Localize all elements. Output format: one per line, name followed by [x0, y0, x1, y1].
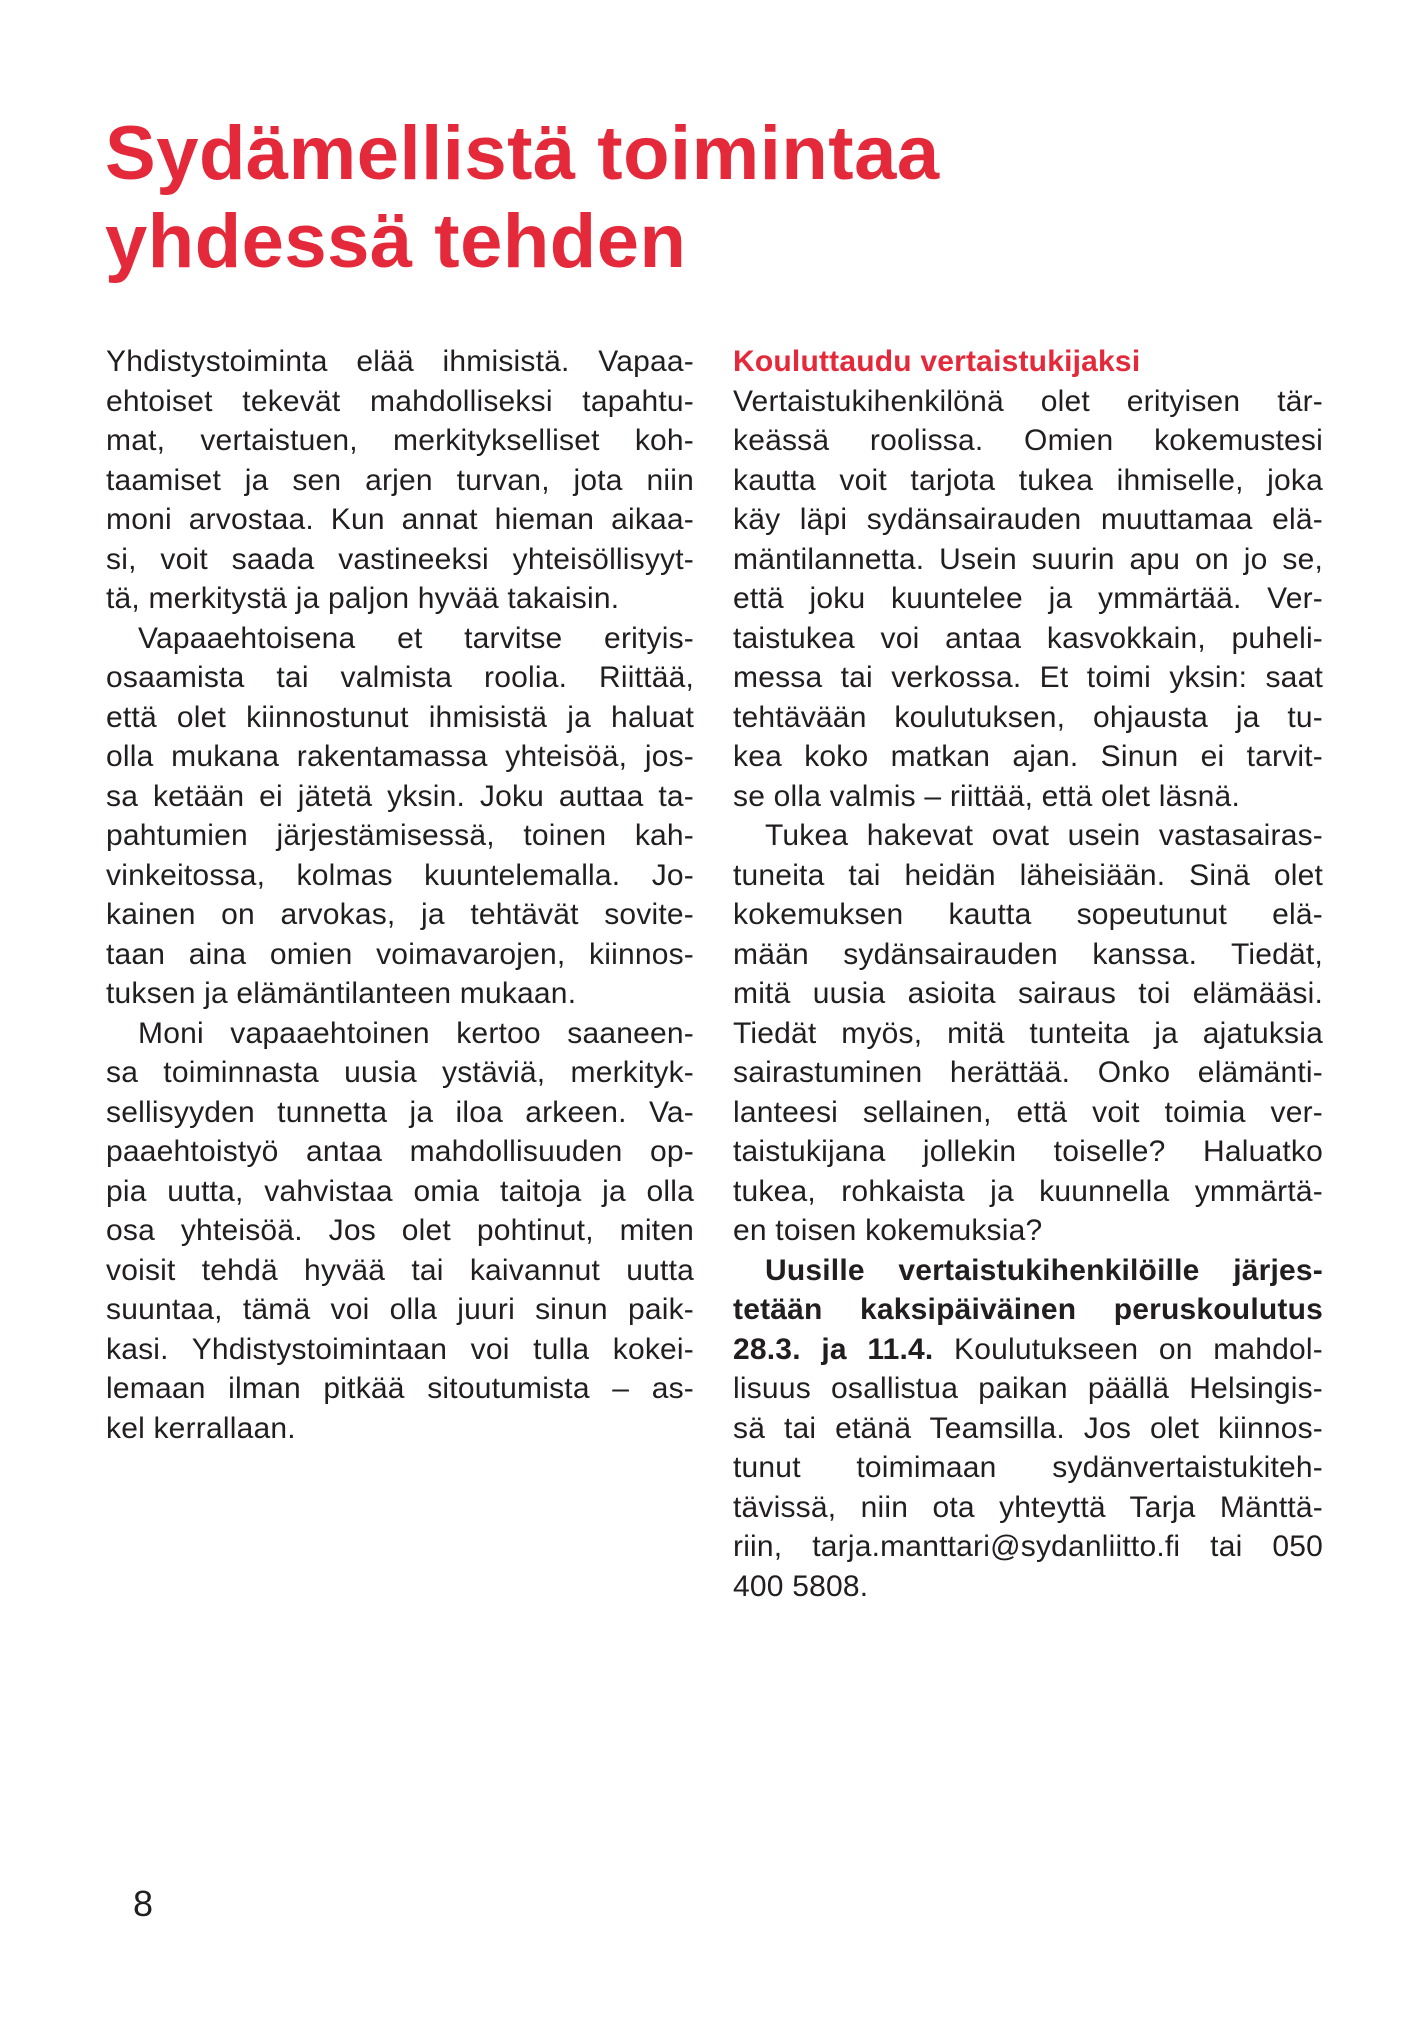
- body-line: [106, 500, 694, 540]
- text-run: voisit tehdä hyvää tai kaivannut uutta: [106, 1253, 694, 1287]
- body-line: [733, 935, 1323, 975]
- text-run: si, voit saada vastineeksi yhteisöllisyyt-: [106, 542, 694, 576]
- body-line: [733, 1132, 1323, 1172]
- body-line: [106, 737, 694, 777]
- body-line: [106, 777, 694, 817]
- body-line: [106, 1330, 694, 1370]
- body-line: [733, 1093, 1323, 1133]
- body-line: [106, 856, 694, 896]
- body-line: [733, 816, 1323, 856]
- body-line: [733, 1014, 1323, 1054]
- body-line: [733, 1172, 1323, 1212]
- bold-text-run: tetään kaksipäiväinen peruskoulutus: [733, 1293, 1323, 1326]
- text-run: sa ketään ei jätetä yksin. Joku auttaa ta-: [106, 779, 694, 813]
- section-heading: Kouluttaudu vertaistukijaksi: [733, 345, 1141, 378]
- text-run: tehtävään koulutuksen, ohjausta ja tu-: [733, 700, 1323, 734]
- text-run: että olet kiinnostunut ihmisistä ja haluat: [106, 700, 694, 734]
- text-run: sa toiminnasta uusia ystäviä, merkityk-: [106, 1056, 694, 1089]
- body-line: [733, 1448, 1323, 1488]
- text-run: lemaan ilman pitkää sitoutumista – as-: [106, 1372, 694, 1405]
- text-run: mäntilannetta. Usein suurin apu on jo se,: [733, 542, 1323, 576]
- body-line: [733, 737, 1323, 777]
- text-run: mään sydänsairauden kanssa. Tiedät,: [733, 937, 1323, 971]
- text-run: se olla valmis – riittää, että olet läsnä.: [733, 779, 1240, 813]
- text-run: kasi. Yhdistystoimintaan voi tulla kokei-: [106, 1332, 694, 1366]
- text-run: olla mukana rakentamassa yhteisöä, jos-: [106, 740, 694, 773]
- body-line: [106, 461, 694, 501]
- text-run: sellisyyden tunnetta ja iloa arkeen. Va-: [106, 1095, 694, 1129]
- body-line: [733, 500, 1323, 540]
- body-line: [106, 619, 694, 659]
- body-line: [733, 1488, 1323, 1528]
- body-line: [733, 1251, 1323, 1291]
- text-run: tuneita tai heidän läheisiään. Sinä olet: [733, 858, 1323, 892]
- body-line: [733, 856, 1323, 896]
- body-line: [733, 1567, 1323, 1607]
- text-run: tunut toimimaan sydänvertaistukiteh-: [733, 1451, 1323, 1484]
- text-run: keässä roolissa. Omien kokemustesi: [733, 424, 1323, 457]
- text-run: tukea, rohkaista ja kuunnella ymmärtä-: [733, 1174, 1323, 1208]
- article-column-right: [733, 342, 1323, 1606]
- body-line: [733, 1409, 1323, 1449]
- text-run: ehtoiset tekevät mahdolliseksi tapahtu-: [106, 384, 694, 418]
- text-run: kokemuksen kautta sopeutunut elä-: [733, 898, 1323, 931]
- text-run: taamiset ja sen arjen turvan, jota niin: [106, 463, 694, 497]
- text-run: messa tai verkossa. Et toimi yksin: saat: [733, 661, 1323, 694]
- body-line: [733, 540, 1323, 580]
- body-line: [106, 382, 694, 422]
- text-run: Vertaistukihenkilönä olet erityisen tär-: [733, 384, 1323, 418]
- body-line: [106, 1172, 694, 1212]
- text-run: tävissä, niin ota yhteyttä Tarja Mänttä-: [733, 1490, 1323, 1524]
- body-line: [106, 1053, 694, 1093]
- text-run: osaamista tai valmista roolia. Riittää,: [106, 661, 694, 694]
- body-line: [733, 658, 1323, 698]
- text-run: sä tai etänä Teamsilla. Jos olet kiinnos-: [733, 1411, 1323, 1445]
- text-run: osa yhteisöä. Jos olet pohtinut, miten: [106, 1214, 694, 1247]
- body-line: [106, 1409, 694, 1449]
- bold-text-run: 28.3. ja 11.4.: [733, 1332, 934, 1366]
- text-run: riin, tarja.manttari@sydanliitto.fi tai 050: [733, 1530, 1323, 1563]
- text-run: pahtumien järjestämisessä, toinen kah-: [106, 819, 694, 852]
- body-line: [106, 1093, 694, 1133]
- text-run: Vapaaehtoisena et tarvitse erityis-: [138, 621, 694, 655]
- body-line: [733, 1330, 1323, 1370]
- text-run: mitä uusia asioita sairaus toi elämääsi.: [733, 977, 1323, 1010]
- text-run: että joku kuuntelee ja ymmärtää. Ver-: [733, 582, 1323, 615]
- body-line: [733, 1053, 1323, 1093]
- text-run: sairastuminen herättää. Onko elämänti-: [733, 1056, 1323, 1089]
- body-line: [733, 1211, 1323, 1251]
- body-line: [106, 974, 694, 1014]
- body-line: [106, 1251, 694, 1291]
- body-line: [106, 421, 694, 461]
- body-line: [733, 461, 1323, 501]
- text-run: mat, vertaistuen, merkitykselliset koh-: [106, 424, 694, 457]
- text-run: vinkeitossa, kolmas kuuntelemalla. Jo-: [106, 858, 694, 892]
- text-run: Yhdistystoiminta elää ihmisistä. Vapaa-: [106, 345, 694, 378]
- body-line: [106, 1014, 694, 1054]
- page-number: 8: [133, 1883, 154, 1924]
- body-line: [106, 816, 694, 856]
- text-run: paaehtoistyö antaa mahdollisuuden op-: [106, 1135, 694, 1168]
- body-line: [106, 1290, 694, 1330]
- body-line: [106, 342, 694, 382]
- text-run: lanteesi sellainen, että voit toimia ver-: [733, 1095, 1323, 1129]
- article-title-line-1: Sydämellistä toimintaa: [105, 111, 940, 196]
- text-run: Moni vapaaehtoinen kertoo saaneen-: [138, 1016, 694, 1050]
- body-line: [106, 935, 694, 975]
- body-line: [106, 658, 694, 698]
- text-run: kainen on arvokas, ja tehtävät sovite-: [106, 898, 694, 931]
- body-line: [733, 579, 1323, 619]
- body-line: [733, 895, 1323, 935]
- text-run: 400 5808.: [733, 1569, 869, 1603]
- body-line: [106, 579, 694, 619]
- body-line: [733, 1527, 1323, 1567]
- body-line: [106, 1211, 694, 1251]
- body-line: [733, 421, 1323, 461]
- text-run: moni arvostaa. Kun annat hieman aikaa-: [106, 503, 694, 536]
- body-line: [733, 974, 1323, 1014]
- body-line: [106, 895, 694, 935]
- article-column-left: [106, 342, 694, 1448]
- text-run: Koulutukseen on mahdol-: [933, 1332, 1323, 1366]
- text-run: tä, merkitystä ja paljon hyvää takaisin.: [106, 582, 620, 615]
- text-run: Tiedät myös, mitä tunteita ja ajatuksia: [733, 1016, 1323, 1050]
- bold-text-run: Uusille vertaistukihenkilöille järjes-: [765, 1253, 1323, 1287]
- text-run: kel kerrallaan.: [106, 1411, 296, 1445]
- text-run: kea koko matkan ajan. Sinun ei tarvit-: [733, 740, 1323, 773]
- text-run: en toisen kokemuksia?: [733, 1214, 1043, 1247]
- text-run: käy läpi sydänsairauden muuttamaa elä-: [733, 503, 1323, 536]
- article-title: [105, 110, 940, 286]
- text-run: taistukijana jollekin toiselle? Haluatko: [733, 1135, 1323, 1168]
- body-line: [106, 1132, 694, 1172]
- text-run: kautta voit tarjota tukea ihmiselle, joka: [733, 463, 1323, 497]
- body-line: [106, 1369, 694, 1409]
- body-line: [733, 619, 1323, 659]
- text-run: pia uutta, vahvistaa omia taitoja ja olla: [106, 1174, 694, 1208]
- body-line: [733, 1290, 1323, 1330]
- text-run: lisuus osallistua paikan päällä Helsingis-: [733, 1372, 1323, 1405]
- body-line: [106, 698, 694, 738]
- text-run: taan aina omien voimavarojen, kiinnos-: [106, 937, 694, 971]
- text-run: suuntaa, tämä voi olla juuri sinun paik-: [106, 1293, 694, 1326]
- text-run: tuksen ja elämäntilanteen mukaan.: [106, 977, 577, 1010]
- body-line: [733, 1369, 1323, 1409]
- text-run: Tukea hakevat ovat usein vastasairas-: [765, 819, 1323, 852]
- text-run: taistukea voi antaa kasvokkain, puheli-: [733, 621, 1323, 655]
- article-title-line-2: yhdessä tehden: [105, 199, 687, 284]
- body-line: [733, 777, 1323, 817]
- body-line: [733, 698, 1323, 738]
- body-line: [106, 540, 694, 580]
- body-line: [733, 382, 1323, 422]
